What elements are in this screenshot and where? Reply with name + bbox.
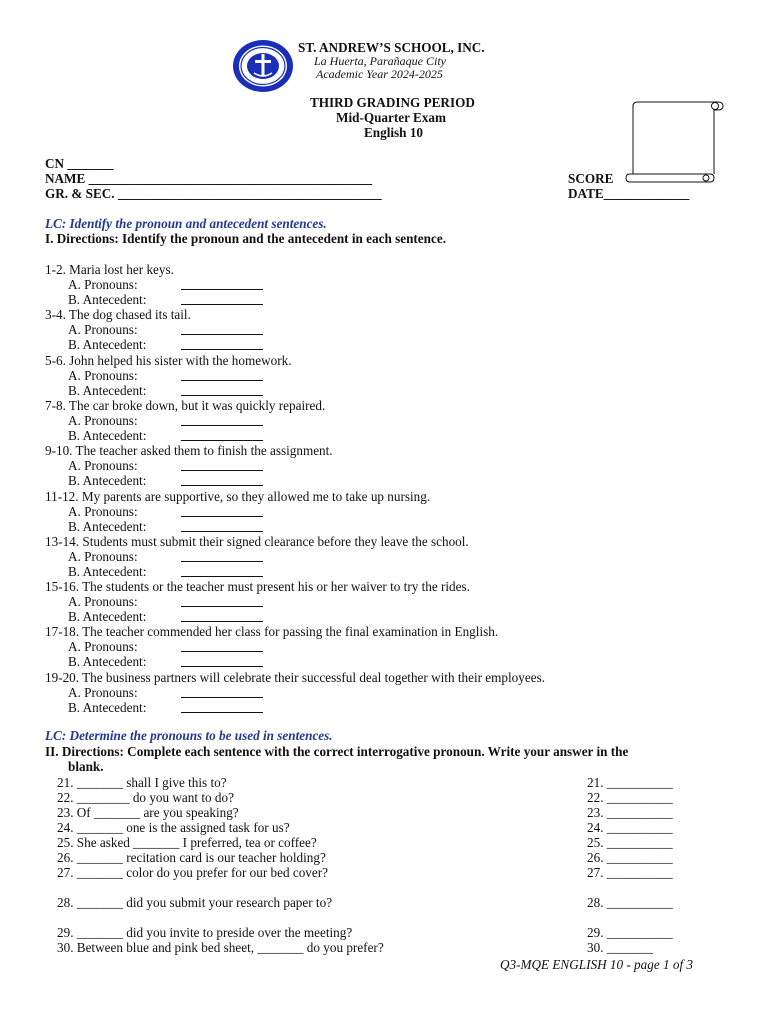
- antecedent-label: B. Antecedent:: [68, 382, 147, 398]
- question-item: 19-20. The business partners will celebrate their successful deal together with their employees.: [45, 669, 545, 685]
- section-field[interactable]: GR. & SEC. ________________________________________: [45, 186, 382, 201]
- antecedent-label: B. Antecedent:: [68, 473, 147, 489]
- pronoun-label: A. Pronouns:: [68, 503, 138, 519]
- question-item: 9-10. The teacher asked them to finish the assignment.: [45, 443, 333, 459]
- fill-in-question: 27. _______ color do you prefer for our bed cover?: [57, 865, 328, 880]
- answer-blank[interactable]: 23. __________: [587, 805, 673, 820]
- antecedent-answer-blank[interactable]: [181, 519, 263, 532]
- answer-blank[interactable]: 29. __________: [587, 925, 673, 940]
- subject-title: English 10: [364, 125, 424, 140]
- antecedent-answer-blank[interactable]: [181, 564, 263, 577]
- name-field[interactable]: NAME ___________________________________________: [45, 171, 373, 186]
- grading-period: THIRD GRADING PERIOD: [310, 95, 475, 110]
- part2-directions-line1: II. Directions: Complete each sentence with the correct interrogative pronoun. Write your answer in the: [45, 744, 629, 759]
- fill-in-question: 22. ________ do you want to do?: [57, 790, 234, 805]
- pronoun-answer-blank[interactable]: [181, 504, 263, 517]
- answer-blank[interactable]: 30. _______: [587, 940, 653, 955]
- pronoun-answer-blank[interactable]: [181, 594, 263, 607]
- question-item: 3-4. The dog chased its tail.: [45, 307, 191, 323]
- pronoun-label: A. Pronouns:: [68, 412, 138, 428]
- antecedent-answer-blank[interactable]: [181, 700, 263, 713]
- antecedent-answer-blank[interactable]: [181, 654, 263, 667]
- pronoun-label: A. Pronouns:: [68, 639, 138, 655]
- fill-in-question: 21. _______ shall I give this to?: [57, 775, 227, 790]
- antecedent-label: B. Antecedent:: [68, 654, 147, 670]
- antecedent-answer-blank[interactable]: [181, 609, 263, 622]
- antecedent-label: B. Antecedent:: [68, 699, 147, 715]
- antecedent-label: B. Antecedent:: [68, 337, 147, 353]
- antecedent-label: B. Antecedent:: [68, 563, 147, 579]
- answer-blank[interactable]: 27. __________: [587, 865, 673, 880]
- page-footer: Q3-MQE ENGLISH 10 - page 1 of 3: [500, 957, 694, 972]
- antecedent-label: B. Antecedent:: [68, 427, 147, 443]
- part2-directions-line2: blank.: [68, 759, 104, 774]
- answer-blank[interactable]: 22. __________: [587, 790, 673, 805]
- pronoun-label: A. Pronouns:: [68, 548, 138, 564]
- part1-learning-competency: LC: Identify the pronoun and antecedent sentences.: [45, 216, 327, 231]
- antecedent-answer-blank[interactable]: [181, 428, 263, 441]
- question-item: 5-6. John helped his sister with the homework.: [45, 352, 292, 368]
- pronoun-label: A. Pronouns:: [68, 277, 138, 292]
- answer-blank[interactable]: 26. __________: [587, 850, 673, 865]
- antecedent-answer-blank[interactable]: [181, 337, 263, 350]
- pronoun-answer-blank[interactable]: [181, 458, 263, 471]
- pronoun-answer-blank[interactable]: [181, 277, 263, 290]
- pronoun-answer-blank[interactable]: [181, 368, 263, 381]
- pronoun-answer-blank[interactable]: [181, 639, 263, 652]
- fill-in-question: 24. _______ one is the assigned task for us?: [57, 820, 290, 835]
- pronoun-label: A. Pronouns:: [68, 594, 138, 610]
- answer-blank[interactable]: 25. __________: [587, 835, 673, 850]
- question-item: 15-16. The students or the teacher must present his or her waiver to try the rides.: [45, 579, 470, 595]
- pronoun-label: A. Pronouns:: [68, 684, 138, 700]
- question-item: 1-2. Maria lost her keys.: [45, 262, 174, 277]
- pronoun-answer-blank[interactable]: [181, 685, 263, 698]
- fill-in-question: 30. Between blue and pink bed sheet, _______ do you prefer?: [57, 940, 384, 955]
- pronoun-answer-blank[interactable]: [181, 549, 263, 562]
- school-name: ST. ANDREW’S SCHOOL, INC.: [298, 40, 485, 55]
- pronoun-answer-blank[interactable]: [181, 322, 263, 335]
- academic-year: Academic Year 2024-2025: [316, 67, 443, 81]
- pronoun-label: A. Pronouns:: [68, 367, 138, 383]
- answer-blank[interactable]: 21. __________: [587, 775, 673, 790]
- pronoun-answer-blank[interactable]: [181, 413, 263, 426]
- answer-blank[interactable]: 24. __________: [587, 820, 673, 835]
- antecedent-answer-blank[interactable]: [181, 473, 263, 486]
- score-box-scroll-icon: [622, 100, 726, 184]
- pronoun-label: A. Pronouns:: [68, 458, 138, 474]
- fill-in-question: 23. Of _______ are you speaking?: [57, 805, 239, 820]
- part1-directions: I. Directions: Identify the pronoun and the antecedent in each sentence.: [45, 231, 446, 246]
- exam-title: Mid-Quarter Exam: [336, 110, 447, 125]
- antecedent-answer-blank[interactable]: [181, 292, 263, 305]
- part2-learning-competency: LC: Determine the pronouns to be used in sentences.: [45, 728, 333, 743]
- question-item: 11-12. My parents are supportive, so they allowed me to take up nursing.: [45, 488, 431, 504]
- score-label: SCORE: [568, 171, 614, 186]
- fill-in-question: 29. _______ did you invite to preside over the meeting?: [57, 925, 353, 940]
- question-item: 7-8. The car broke down, but it was quickly repaired.: [45, 397, 326, 413]
- fill-in-question: 28. _______ did you submit your research paper to?: [57, 895, 333, 910]
- cn-field[interactable]: CN _______: [45, 156, 114, 171]
- fill-in-question: 26. _______ recitation card is our teacher holding?: [57, 850, 326, 865]
- school-location: La Huerta, Parañaque City: [314, 54, 446, 68]
- antecedent-label: B. Antecedent:: [68, 609, 147, 625]
- school-seal-icon: [232, 39, 294, 93]
- antecedent-label: B. Antecedent:: [68, 518, 147, 534]
- pronoun-label: A. Pronouns:: [68, 322, 138, 338]
- antecedent-answer-blank[interactable]: [181, 383, 263, 396]
- answer-blank[interactable]: 28. __________: [587, 895, 673, 910]
- fill-in-question: 25. She asked _______ I preferred, tea or coffee?: [57, 835, 317, 850]
- antecedent-label: B. Antecedent:: [68, 292, 147, 307]
- date-field[interactable]: DATE_____________: [568, 186, 690, 201]
- question-item: 13-14. Students must submit their signed clearance before they leave the school.: [45, 533, 469, 549]
- question-item: 17-18. The teacher commended her class for passing the final examination in English.: [45, 624, 499, 640]
